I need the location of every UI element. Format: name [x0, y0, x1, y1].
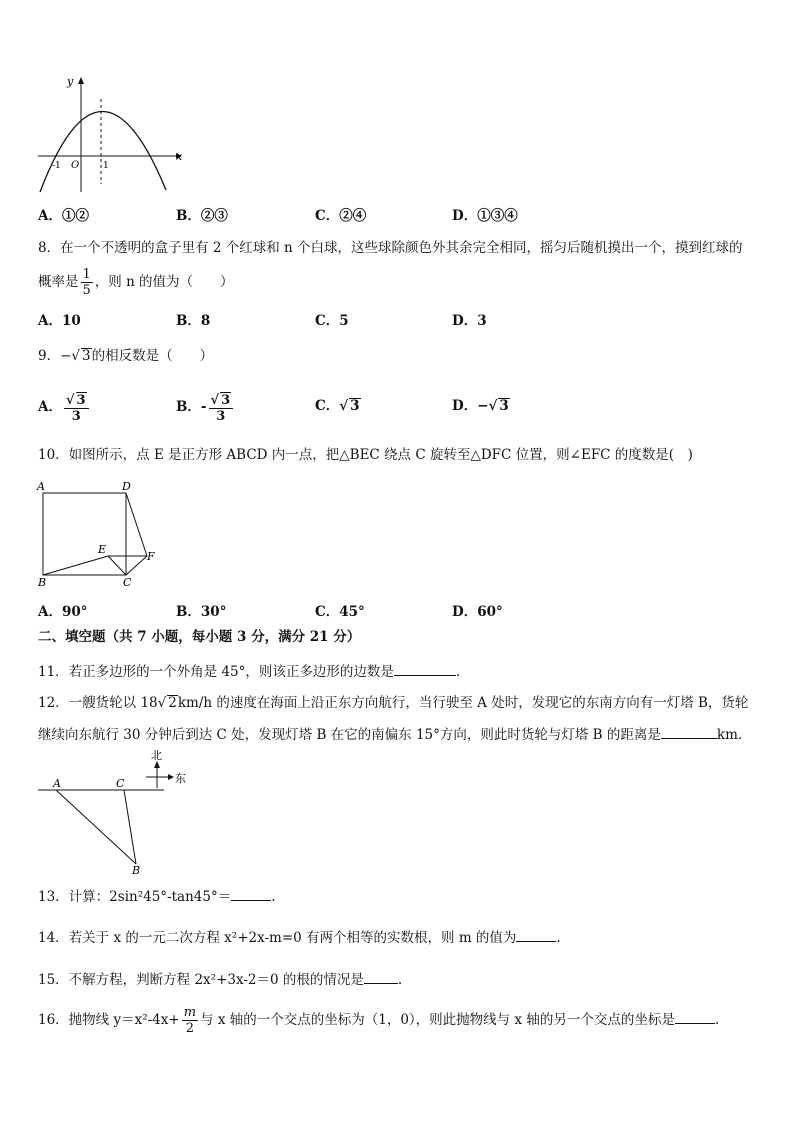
q7-option-d: D．①③④: [452, 208, 518, 224]
q10-option-b: B．30°: [176, 604, 227, 620]
q9-b-sqrt-sign: √: [210, 392, 220, 408]
q12-radicand: 2: [168, 695, 177, 711]
section-heading: 二、填空题（共 7 小题，每小题 3 分，满分 21 分）: [38, 629, 361, 645]
q12-line1: [38, 694, 748, 712]
origin-label: O: [71, 160, 80, 171]
q9-number: 9．: [38, 348, 61, 364]
q12-pre: 12．一艘货轮以 18: [38, 695, 158, 711]
neg-one-label: -1: [52, 161, 61, 171]
q7-option-a: A．①②: [38, 208, 89, 224]
q13-stem: [38, 888, 276, 906]
q16-stem: [38, 1002, 719, 1038]
q9-option-a-label: A．: [38, 399, 62, 415]
q16-frac-num: m: [183, 1005, 197, 1020]
q16-post: 与 x 轴的一个交点的坐标为（1，0），则此抛物线与 x 轴的另一个交点的坐标是: [200, 1012, 675, 1028]
point-e-label: E: [98, 543, 107, 556]
east-label: 东: [175, 772, 186, 785]
q9-a-sqrt-sign: √: [65, 392, 75, 408]
square-figure: [30, 476, 170, 591]
q15-answer-blank[interactable]: [364, 971, 398, 984]
one-label: 1: [103, 161, 109, 171]
segment-be: [43, 556, 108, 575]
q9-option-b-frac: [209, 392, 234, 424]
q13-text: 13．计算：2sin²45°-tan45°＝: [38, 889, 232, 905]
q10-option-a: A．90°: [38, 604, 88, 620]
q15-text: 15．不解方程，判断方程 2x²+3x-2＝0 的根的情况是: [38, 972, 364, 988]
y-label: y: [67, 75, 74, 88]
q9-option-c: [315, 397, 361, 415]
q8-fraction: [81, 267, 93, 298]
q9-b-den: 3: [216, 408, 226, 424]
q9-option-a-frac: [64, 392, 89, 424]
q8-frac-den: 5: [82, 283, 91, 298]
segment-cb: [124, 790, 136, 864]
q16-frac-den: 2: [185, 1021, 194, 1036]
q9-option-b-label: B．: [176, 399, 201, 415]
q9-option-a: [38, 389, 91, 425]
q9-option-d: [452, 397, 510, 415]
q10-option-c: C．45°: [315, 604, 365, 620]
q9-option-d-sign: −: [477, 398, 489, 414]
parabola-curve: [40, 111, 166, 192]
q14-text: 14．若关于 x 的一元二次方程 x²+2x-m=0 有两个相等的实数根，则 m 的值为: [38, 930, 517, 946]
compass-east-arrow: [168, 774, 174, 780]
segment-ab: [56, 790, 136, 864]
q9-minus: −: [60, 348, 72, 364]
q8-line2-pre: 概率是: [38, 274, 79, 290]
segment-df: [126, 493, 147, 556]
point-c-label: C: [123, 576, 132, 589]
north-label: 北: [151, 749, 162, 762]
point-d-label: D: [122, 480, 131, 493]
q11-end: .: [455, 664, 461, 680]
q14-end: .: [556, 930, 561, 946]
parabola-graph: [30, 74, 190, 199]
q8-line2-post: ，则 n 的值为（ ）: [94, 274, 234, 290]
q8-line1: 8．在一个不透明的盒子里有 2 个红球和 n 个白球，这些球除颜色外其余完全相同，摇匀后随机摸出一个，摸到红球的: [38, 240, 743, 256]
q9-a-den: 3: [71, 408, 81, 424]
q16-fraction: [182, 1005, 198, 1036]
q9-sqrt-sign: √: [71, 348, 81, 364]
q16-end: .: [714, 1012, 720, 1028]
point-c-label-nav: C: [116, 777, 125, 790]
q7-option-c: C．②④: [315, 208, 367, 224]
point-b-label: B: [38, 576, 47, 589]
q10-stem: 10．如图所示，点 E 是正方形 ABCD 内一点，把△BEC 绕点 C 旋转至△DFC 位置，则∠EFC 的度数是( ): [38, 447, 693, 463]
q9-option-c-label: C．: [315, 398, 340, 414]
q9-b-num: [209, 392, 234, 409]
q8-option-b: B．8: [176, 313, 211, 329]
segment-fc: [126, 556, 147, 575]
segment-ec: [108, 556, 126, 575]
q9-option-b-sign: -: [200, 399, 207, 415]
q12-sqrt-sign: √: [157, 695, 167, 711]
q9-c-sqrt-sign: √: [339, 398, 349, 414]
x-label: x: [176, 150, 183, 163]
q8-option-d: D．3: [452, 313, 487, 329]
navigation-figure: [36, 744, 196, 879]
q9-option-b: [176, 389, 235, 425]
q11-stem: [38, 663, 460, 681]
q9-d-radicand: 3: [499, 398, 509, 414]
q12-line2-end: km.: [716, 727, 743, 743]
q13-end: .: [271, 889, 276, 905]
q9-option-d-label: D．: [452, 398, 478, 414]
q15-stem: [38, 971, 402, 989]
q8-option-a: A．10: [38, 313, 81, 329]
q9-c-radicand: 3: [350, 398, 360, 414]
compass-north-arrow: [154, 761, 160, 768]
point-a-label-nav: A: [53, 777, 61, 790]
q12-post: km/h 的速度在海面上沿正东方向航行，当行驶至 A 处时，发现它的东南方向有一灯塔 B，货轮: [177, 695, 749, 711]
q11-answer-blank[interactable]: [394, 663, 456, 676]
point-a-label: A: [37, 480, 45, 493]
y-axis-arrow: [78, 77, 84, 84]
q9-d-sqrt-sign: √: [488, 398, 498, 414]
q13-answer-blank[interactable]: [231, 888, 271, 901]
point-f-label: F: [147, 550, 155, 563]
q9-b-radicand: 3: [221, 392, 231, 408]
q14-stem: [38, 929, 561, 947]
q8-line2: [38, 266, 234, 298]
q11-text: 11．若正多边形的一个外角是 45°，则该正多边形的边数是: [38, 664, 394, 680]
q15-end: .: [397, 972, 403, 988]
q9-a-radicand: 3: [76, 392, 86, 408]
q12-answer-blank[interactable]: [661, 726, 717, 739]
q7-option-b: B．②③: [176, 208, 228, 224]
q14-answer-blank[interactable]: [516, 929, 556, 942]
q9-a-num: [64, 392, 89, 409]
q9-stem: [38, 347, 213, 365]
q9-radicand: 3: [82, 348, 91, 364]
q9-text: 的相反数是（ ）: [91, 348, 214, 364]
q8-frac-num: 1: [82, 267, 91, 282]
q12-line2: [38, 726, 742, 744]
q16-pre: 16．抛物线 y＝x²-4x+: [38, 1012, 180, 1028]
q10-option-d: D．60°: [452, 604, 503, 620]
point-b-label-nav: B: [132, 864, 141, 877]
q8-option-c: C．5: [315, 313, 349, 329]
q16-answer-blank[interactable]: [675, 1011, 715, 1024]
q12-line2-text: 继续向东航行 30 分钟后到达 C 处，发现灯塔 B 在它的南偏东 15°方向，则此时货轮与灯塔 B 的距离是: [38, 727, 661, 743]
